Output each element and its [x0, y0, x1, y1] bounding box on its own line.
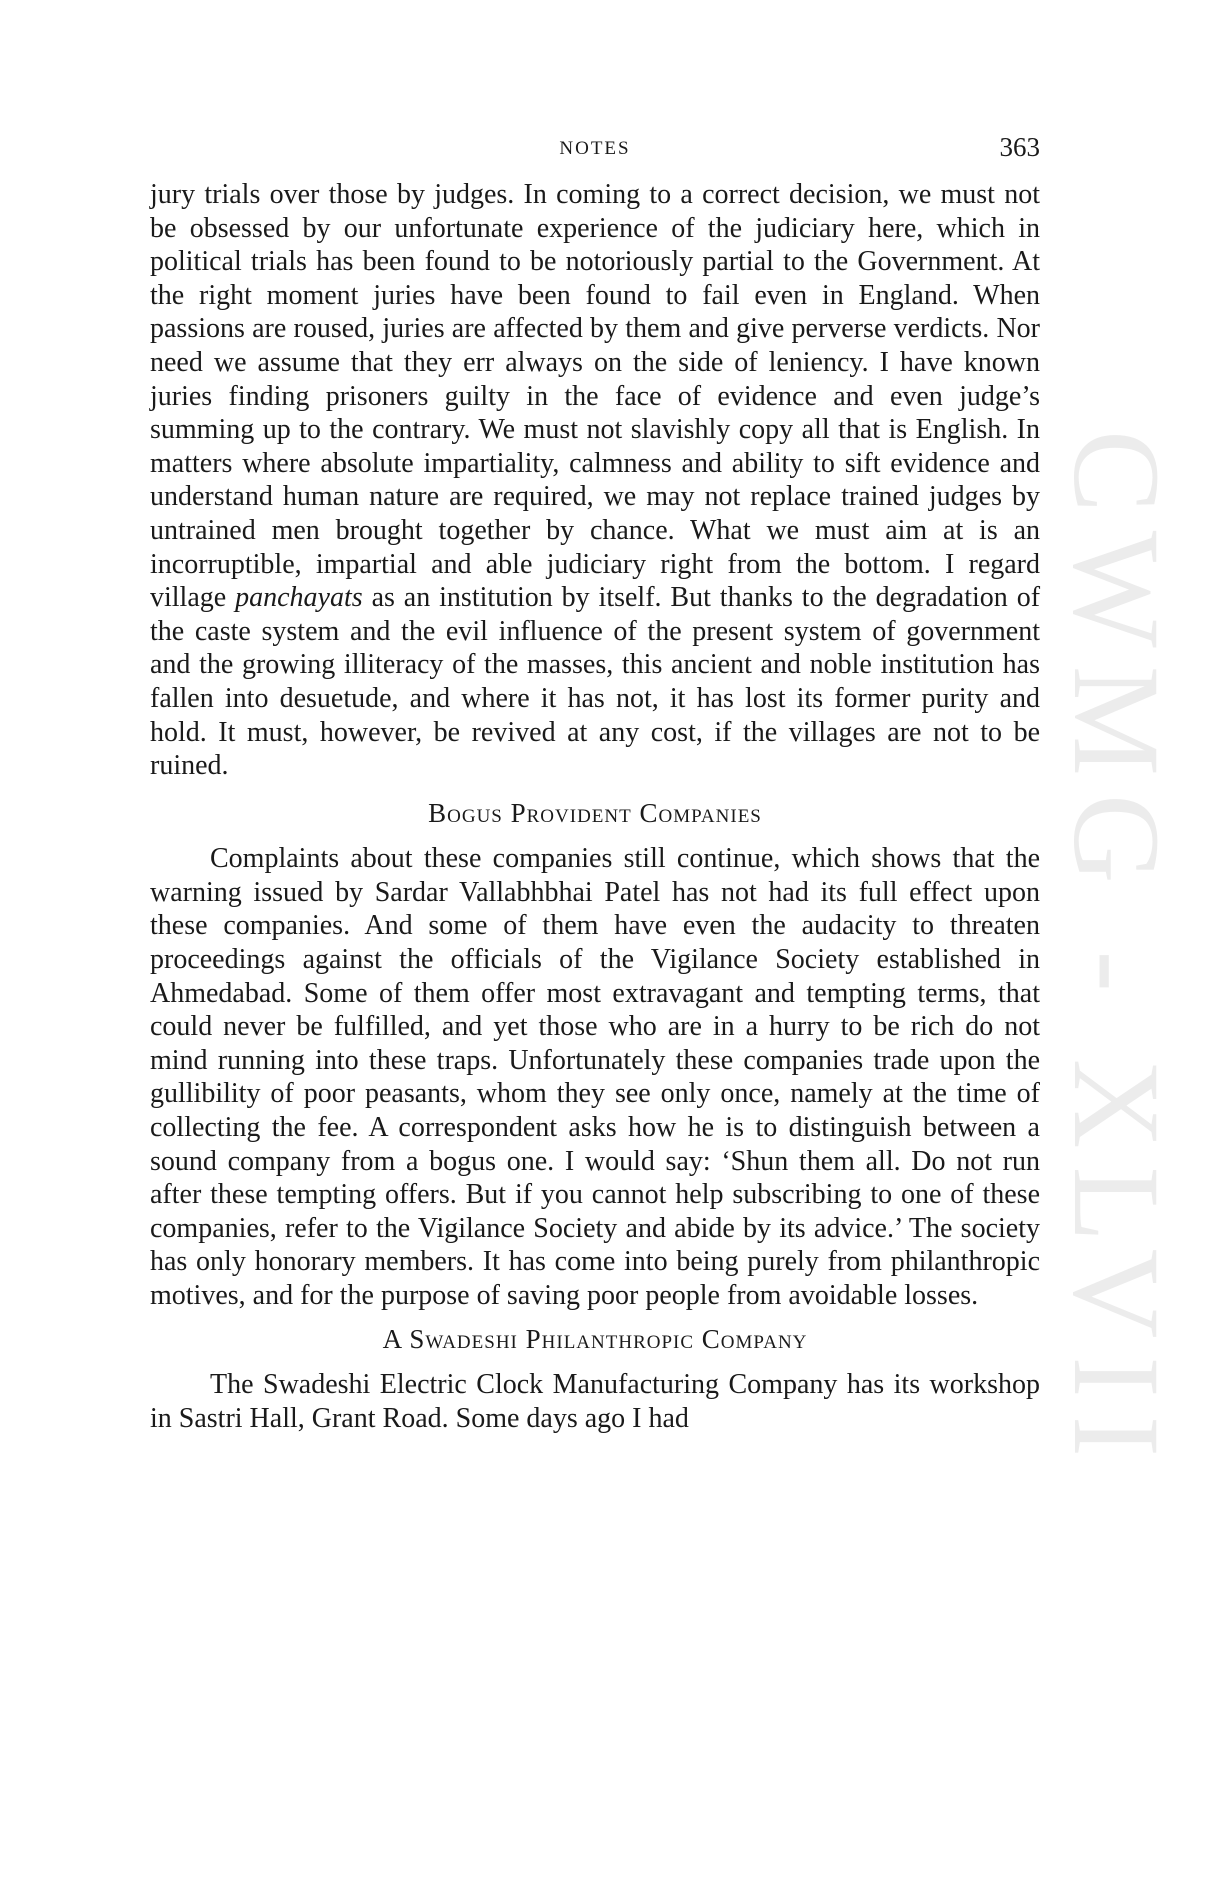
running-head-title: NOTES	[559, 138, 631, 159]
paragraph-bogus-companies: Complaints about these companies still continue, which shows that the warning issued by Sardar Vallabhbhai Patel has not had its full effect upon these companies. And some of them have even the audacity to threaten proceedings against the officials of the Vigilance Society established in Ahmedabad. Some of them offer most extravagant and tempting terms, that could never be fulfilled, and yet those who are in a hurry to be rich do not mind running into these traps. Unfortunately these companies trade upon the gullibility of poor peasants, whom they see only once, namely at the time of collecting the fee. A correspondent asks how he is to distinguish between a sound company from a bogus one. I would say: ‘Shun them all. Do not run after these tempting offers. But if you cannot help subscribing to one of these companies, refer to the Vigilance Society and abide by its advice.’ The society has only honorary members. It has come into being purely from philanthropic motives, and for the purpose of saving poor people from avoidable losses.	[150, 843, 1040, 1311]
paragraph-swadeshi-clock: The Swadeshi Electric Clock Manufacturing Company has its workshop in Sastri Hall, Grant Road. Some days ago I had	[150, 1369, 1040, 1434]
running-head	[150, 132, 1040, 172]
section-heading-bogus-provident-companies: Bogus Provident Companies	[428, 797, 762, 828]
watermark-text: CWMG - XLVII	[1048, 430, 1185, 1475]
italic-term: panchayats	[235, 582, 363, 614]
paragraph-jury-trials	[150, 178, 1040, 783]
watermark	[1045, 430, 1185, 1475]
paragraph-text: as an institution by itself. But thanks to the degradation of the caste system and the evil influence of the present system of government and the growing illiteracy of the masses, this ancient and noble institution has fallen into desuetude, and where it has not, it has lost its former purity and hold. It must, however, be revived at any cost, if the villages are not to be ruined.	[150, 582, 1041, 782]
section-heading-swadeshi-company: A Swadeshi Philanthropic Company	[382, 1323, 808, 1354]
body-text	[150, 178, 1040, 1435]
page-number: 363	[999, 132, 1040, 162]
paragraph-text: jury trials over those by judges. In coming to a correct decision, we must not be obsessed by our unfortunate experience of the judiciary here, which in political trials has been found to be notoriously partial to the Government. At the right moment juries have been found to fail even in England. When passions are roused, juries are affected by them and give perverse verdicts. Nor need we assume that they err always on the side of leniency. I have known juries finding prisoners guilty in the face of evidence and even judge’s summing up to the contrary. We must not slavishly copy all that is English. In matters where absolute impartiality, calmness and ability to sift evidence and understand human nature are required, we may not replace trained judges by untrained men brought together by chance. What we must aim at is an incorruptible, impartial and able judiciary right from the bottom. I regard village	[150, 179, 1040, 614]
